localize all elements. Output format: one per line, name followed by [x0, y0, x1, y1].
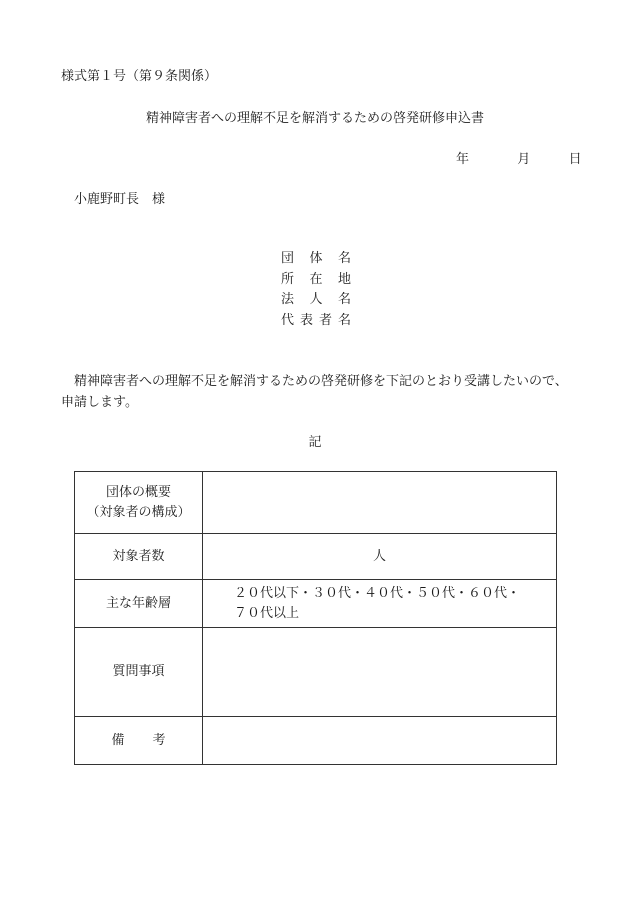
applicant-label-address: 所在地 [281, 271, 351, 287]
remarks-field[interactable] [203, 717, 557, 765]
applicant-block [281, 249, 351, 331]
ki-heading: 記 [308, 435, 322, 450]
age-group-field[interactable] [203, 580, 557, 628]
table-row [75, 628, 557, 717]
row-label-remarks [75, 717, 203, 765]
date-year-label: 年 [456, 152, 470, 167]
participant-count-field[interactable]: 人 [203, 534, 557, 580]
date-line [456, 148, 582, 167]
group-overview-field[interactable] [203, 472, 557, 534]
recipient: 小鹿野町長 様 [74, 192, 166, 207]
applicant-row-corporation-name [281, 290, 351, 311]
age-group-options-line1: ２０代以下・３０代・４０代・５０代・６０代・ [234, 585, 521, 601]
table-row [75, 580, 557, 628]
applicant-label-group-name: 団体名 [281, 251, 351, 266]
questions-field[interactable] [203, 628, 557, 717]
row-label-group-overview-line2: （対象者の構成） [86, 504, 191, 520]
row-label-group-overview [75, 472, 203, 534]
application-table [74, 471, 557, 765]
age-group-options-line2: ７０代以上 [234, 605, 300, 621]
date-day-label: 日 [568, 152, 582, 167]
row-label-participant-count: 対象者数 [75, 534, 203, 580]
row-label-remarks-text: 備考 [111, 732, 166, 748]
applicant-label-corporation-name: 法人名 [281, 292, 351, 307]
table-row [75, 717, 557, 765]
row-label-questions: 質問事項 [75, 628, 203, 717]
application-statement [61, 371, 576, 413]
form-number: 様式第１号（第９条関係） [61, 69, 218, 84]
date-month-label: 月 [517, 152, 531, 167]
statement-text: 精神障害者への理解不足を解消するための啓発研修を下記のとおり受講したいので、申請します。 [61, 374, 568, 410]
table-row [75, 534, 557, 580]
document-title: 精神障害者への理解不足を解消するための啓発研修申込書 [145, 111, 484, 126]
applicant-row-address [281, 270, 351, 291]
table-row [75, 472, 557, 534]
row-label-age-group: 主な年齢層 [75, 580, 203, 628]
applicant-label-representative: 代表者名 [281, 312, 351, 328]
applicant-row-group-name [281, 249, 351, 270]
applicant-row-representative [281, 311, 351, 332]
row-label-group-overview-line1: 団体の概要 [105, 484, 171, 500]
